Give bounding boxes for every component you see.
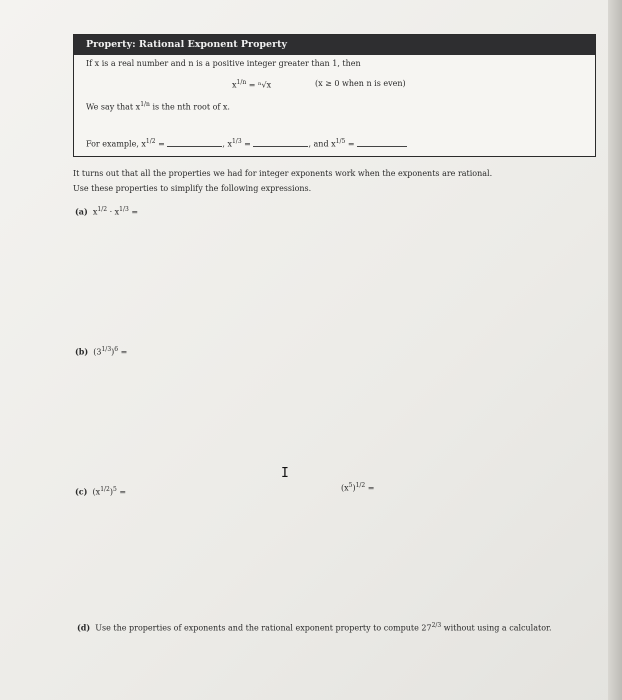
formula-condition: (x ≥ 0 when n is even) — [315, 79, 406, 88]
problem-c-part-2: $(x^5)^{1/2}$ = — [341, 482, 375, 493]
problem-c: (c) $(x^{1/2})^5$ = — [75, 486, 127, 497]
rational-exponent-formula: $x^{1/n} = ^n√x$ — [232, 79, 272, 90]
answer-blank[interactable] — [253, 145, 308, 147]
answer-blank[interactable] — [357, 145, 407, 147]
answer-blank[interactable] — [167, 145, 222, 147]
example-row: For example, $x^{1/2}$ = , $x^{1/3}$ = , and $x^{1/5}$ = — [86, 138, 407, 149]
text-cursor-icon: I — [281, 466, 289, 481]
page-edge — [608, 0, 622, 700]
problem-b: (b) $(3^{1/3})^6$ = — [75, 346, 128, 357]
intro-line-1: It turns out that all the properties we had for integer exponents work when the exponents are rational. — [73, 169, 493, 178]
problem-d: (d) Use the properties of exponents and the rational exponent property to compute $27^{2/3}$ without using a calculator. — [77, 622, 552, 633]
property-definition: If x is a real number and n is a positive integer greater than 1, then — [86, 59, 361, 68]
property-title: Property: Rational Exponent Property — [74, 35, 595, 55]
problem-a: (a) $x^{1/2} \cdot x^{1/3}$ = — [75, 206, 139, 217]
nth-root-note: We say that $x^{1/n}$ is the nth root of x. — [86, 101, 230, 112]
intro-line-2: Use these properties to simplify the following expressions. — [73, 184, 312, 193]
